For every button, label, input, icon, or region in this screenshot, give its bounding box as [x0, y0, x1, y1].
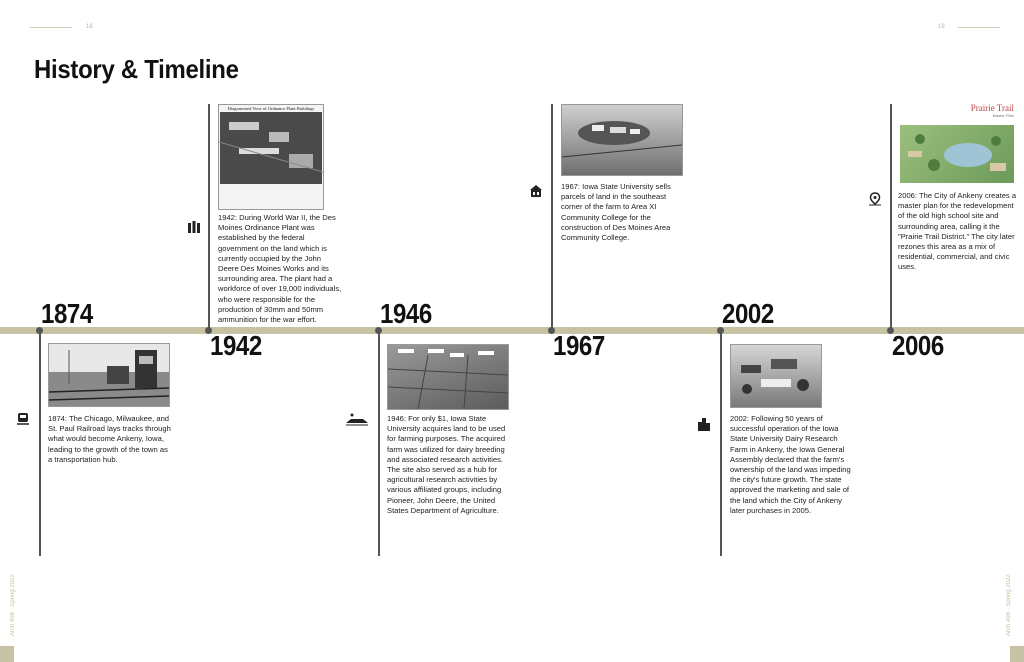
timeline-line-1874 — [39, 330, 41, 556]
event-text-2002: 2002: Following 50 years of successful operation of the Iowa State University Dairy Research Farm in Ankeny, the Iowa General Assembly declared that the farm's ownership of the land was impeding the city's future growth. The state approved the marketing and sale of the land which the City of Ankeny later purchases in 2005. — [730, 414, 851, 515]
event-text-2006: 2006: The City of Ankeny creates a master plan for the redevelopment of the old high school site and surrounding area, calling it the "Prairie Trail District." The city later rezones this area as a mix of residential, commercial, and civic uses. — [898, 191, 1017, 272]
farm-field-icon — [345, 413, 369, 427]
prairie-trail-masterplan — [898, 103, 1018, 185]
railroad-photo — [48, 343, 170, 407]
year-label-1874: 1874 — [41, 298, 93, 329]
timeline-line-1946 — [378, 330, 380, 556]
timeline-line-1942 — [208, 104, 210, 330]
ordnance-photo-caption: Diagrammed View of Ordnance Plant Buildings — [227, 106, 315, 111]
ammunition-icon — [187, 219, 201, 233]
corner-block-right — [1010, 646, 1024, 662]
page-number-left: 18 — [86, 24, 93, 30]
masterplan-subtitle: Master Plan — [992, 113, 1014, 118]
timeline-band — [0, 327, 1024, 334]
dairy-farm-photo — [730, 344, 822, 408]
ordnance-plant-photo — [218, 104, 324, 210]
year-label-2006: 2006 — [892, 330, 944, 361]
timeline-line-1967 — [551, 104, 553, 330]
sidebar-text-left: Arch 498 · Spring 2022 — [10, 574, 16, 636]
corner-block-left — [0, 646, 14, 662]
masterplan-image — [900, 125, 1014, 183]
city-buildings-icon — [697, 417, 711, 431]
year-label-2002: 2002 — [722, 298, 774, 329]
event-text-1946: 1946: For only $1, Iowa State University acquires land to be used for farming purposes. The acquired farm was utilized for dairy breeding and associated research activities. The site also served as a hub for agricultural research activities by various affiliated groups, including Pioneer, John Deere, the United States Department of Agriculture. — [387, 414, 506, 515]
page-number-right: 19 — [938, 24, 945, 30]
year-label-1942: 1942 — [210, 330, 262, 361]
masterplan-title: Prairie Trail — [970, 103, 1014, 113]
event-text-1967: 1967: Iowa State University sells parcels of land in the southeast corner of the farm to Area XI Community College for the construction of Des Moines Area Community College. — [561, 182, 671, 243]
school-building-icon — [529, 184, 543, 198]
farmland-photo — [387, 344, 509, 410]
sidebar-text-right: Arch 498 · Spring 2022 — [1006, 574, 1012, 636]
map-pin-icon — [868, 192, 882, 206]
page-title: History & Timeline — [34, 54, 239, 84]
college-aerial-photo — [561, 104, 683, 176]
event-text-1942: 1942: During World War II, the Des Moines Ordinance Plant was established by the federal government on the land which is currently occupied by the John Deere Des Moines Works and its surrounding area. The plant had a workforce of over 19,000 individuals, who were responsible for the production of 30mm and 50mm ammunition for the war effort. — [218, 213, 342, 325]
event-text-1874: 1874: The Chicago, Milwaukee, and St. Paul Railroad lays tracks through what would become Ankeny, Iowa, leading to the growth of the town as a transportation hub. — [48, 414, 171, 464]
year-label-1967: 1967 — [553, 330, 605, 361]
year-label-1946: 1946 — [380, 298, 432, 329]
train-icon — [16, 412, 30, 426]
timeline-line-2006 — [890, 104, 892, 330]
header-rule-right — [958, 27, 1000, 28]
header-rule-left — [30, 27, 72, 28]
timeline-line-2002 — [720, 330, 722, 556]
